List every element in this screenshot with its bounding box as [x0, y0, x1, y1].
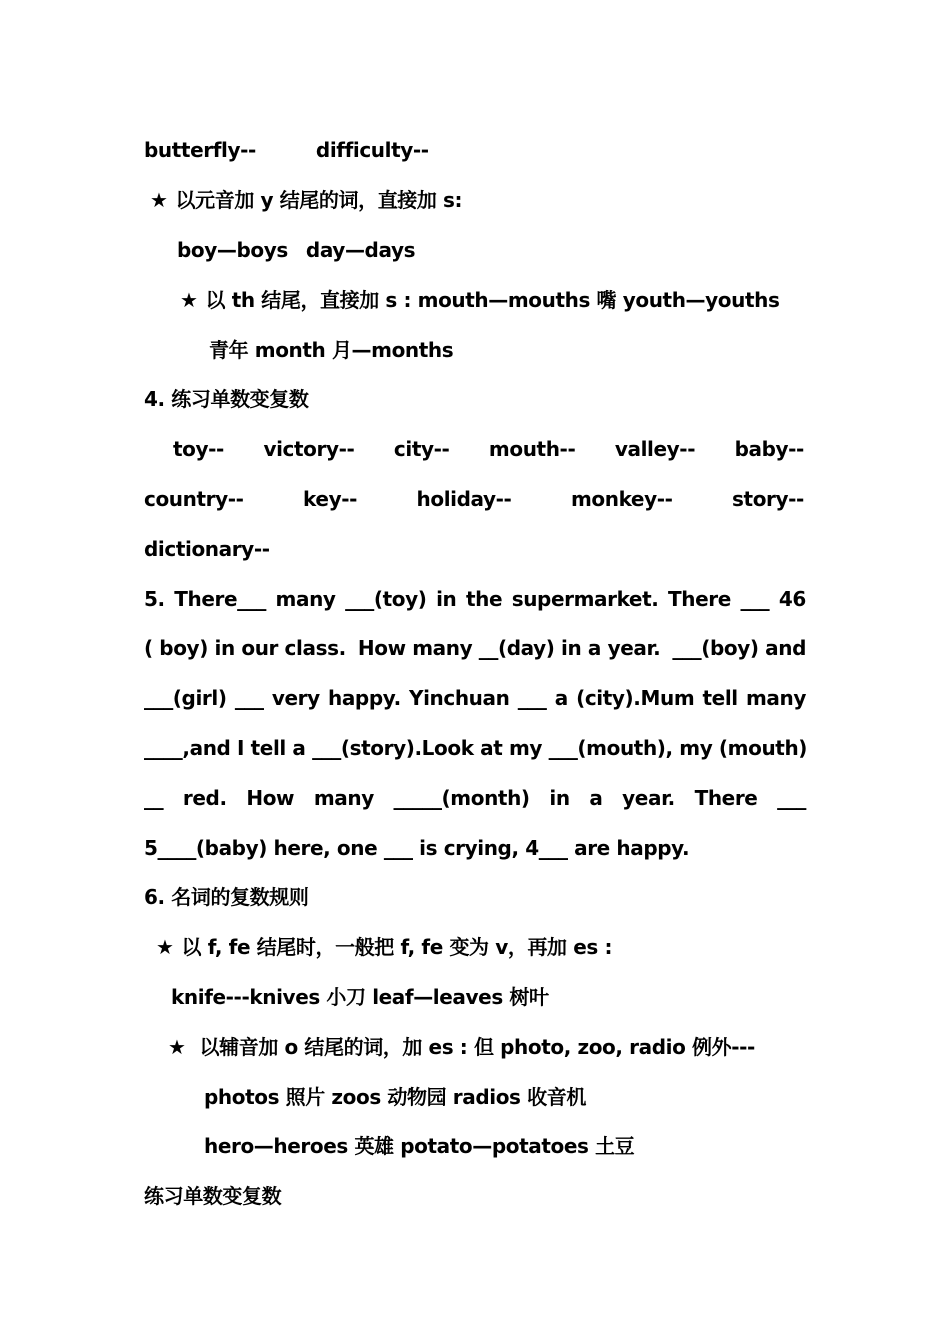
- text-segment: tell: [702, 686, 738, 710]
- text-segment: ( boy) in our class.: [144, 636, 346, 660]
- text-segment: ____,and I tell a ___(story).: [144, 736, 422, 760]
- exercise-word: victory--: [263, 437, 355, 461]
- section-5-line-4: [144, 732, 806, 764]
- section-6-title: 6. 名词的复数规则: [144, 885, 309, 909]
- example-boy: boy—boys: [177, 238, 288, 262]
- section-5-line-6: [144, 832, 806, 864]
- exercise-word: dictionary--: [144, 537, 270, 561]
- text-segment: very: [271, 686, 320, 710]
- text-segment: ___: [517, 686, 547, 710]
- rule-th: [180, 284, 806, 316]
- exercise-row-1: [173, 433, 804, 465]
- text-segment: ___(boy) and: [672, 636, 806, 660]
- example-photos-text: photos 照片 zoos 动物园 radios 收音机: [204, 1085, 586, 1109]
- text-segment: in: [549, 786, 570, 810]
- exercise-word: key--: [303, 487, 358, 511]
- text-segment: ___: [234, 686, 264, 710]
- rule-vowel-y-text: 以元音加 y 结尾的词，直接加 s:: [175, 188, 463, 212]
- rule-consonant-o-text: 以辅音加 o 结尾的词，加 es : 但 photo, zoo, radio 例外---: [199, 1035, 755, 1059]
- example-photos: [204, 1081, 866, 1113]
- exercise-word: baby--: [734, 437, 804, 461]
- text-segment: red.: [182, 786, 227, 810]
- text-segment: a: [554, 686, 568, 710]
- exercise-heading-text: 练习单数变复数: [144, 1184, 282, 1208]
- text-segment: many: [313, 786, 374, 810]
- rule-consonant-o: [168, 1031, 806, 1063]
- text-segment: supermarket.: [511, 587, 659, 611]
- text-segment: year.: [622, 786, 675, 810]
- text-segment: There: [668, 587, 731, 611]
- text-segment: __: [144, 786, 164, 810]
- line-butterfly: [144, 134, 806, 166]
- exercise-word: monkey--: [570, 487, 673, 511]
- section-4-title: 4. 练习单数变复数: [144, 387, 309, 411]
- text-segment: Look at my ___(mouth), my (mouth): [421, 736, 808, 760]
- text-segment: 5.: [144, 587, 165, 611]
- exercise-word: toy--: [173, 437, 224, 461]
- text-segment: in: [436, 587, 457, 611]
- star-icon: ★: [180, 288, 198, 312]
- text-segment: _____(month): [393, 786, 530, 810]
- section-5-line-1: [144, 583, 806, 615]
- text-segment: 46: [778, 587, 806, 611]
- text-segment: There: [694, 786, 758, 810]
- exercise-word: story--: [732, 487, 804, 511]
- section-6-heading: [144, 881, 806, 913]
- rule-th-continued-text: 青年 month 月—months: [209, 338, 454, 362]
- example-hero-potato: [204, 1130, 866, 1162]
- exercise-heading: [144, 1180, 806, 1212]
- exercise-word: valley--: [614, 437, 696, 461]
- exercise-word: city--: [393, 437, 450, 461]
- section-5-line-2: [144, 632, 806, 664]
- text-segment: ___(toy): [345, 587, 427, 611]
- exercise-word: country--: [144, 487, 244, 511]
- example-day: day—days: [305, 238, 416, 262]
- star-icon: ★: [168, 1035, 186, 1059]
- rule-f-fe-text: 以 f, fe 结尾时，一般把 f, fe 变为 v，再加 es :: [181, 935, 613, 959]
- text-segment: many: [745, 686, 806, 710]
- text-segment: ___(girl): [144, 686, 227, 710]
- text-segment: the: [465, 587, 503, 611]
- exercise-row-3: [144, 533, 806, 565]
- exercise-word: mouth--: [488, 437, 576, 461]
- example-knife-leaf-text: knife---knives 小刀 leaf—leaves 树叶: [171, 985, 549, 1009]
- text-segment: happy.: [328, 686, 401, 710]
- text-segment: a: [589, 786, 603, 810]
- section-5-line-3: [144, 682, 806, 714]
- word-butterfly: butterfly--: [144, 138, 256, 162]
- rule-th-continued: [209, 334, 871, 366]
- section-5-line-5: [144, 782, 806, 814]
- text-segment: ___: [740, 587, 770, 611]
- rule-vowel-y: [150, 184, 812, 216]
- text-segment: 5____(baby) here, one ___ is crying, 4___ are happy.: [144, 836, 690, 860]
- star-icon: ★: [150, 188, 168, 212]
- text-segment: How: [246, 786, 295, 810]
- text-segment: There___: [174, 587, 266, 611]
- example-boy-day: [177, 234, 839, 266]
- text-segment: ___: [777, 786, 806, 810]
- text-segment: (city).Mum: [576, 686, 695, 710]
- rule-th-text: 以 th 结尾，直接加 s : mouth—mouths 嘴 youth—youths: [205, 288, 780, 312]
- text-segment: How many __(day) in a year.: [357, 636, 661, 660]
- example-knife-leaf: [171, 981, 833, 1013]
- example-hero-potato-text: hero—heroes 英雄 potato—potatoes 土豆: [204, 1134, 635, 1158]
- text-segment: Yinchuan: [409, 686, 510, 710]
- exercise-row-2: [144, 483, 804, 515]
- section-4-heading: [144, 383, 806, 415]
- rule-f-fe: [156, 931, 818, 963]
- star-icon: ★: [156, 935, 174, 959]
- exercise-word: holiday--: [416, 487, 512, 511]
- text-segment: many: [275, 587, 336, 611]
- word-difficulty: difficulty--: [315, 138, 429, 162]
